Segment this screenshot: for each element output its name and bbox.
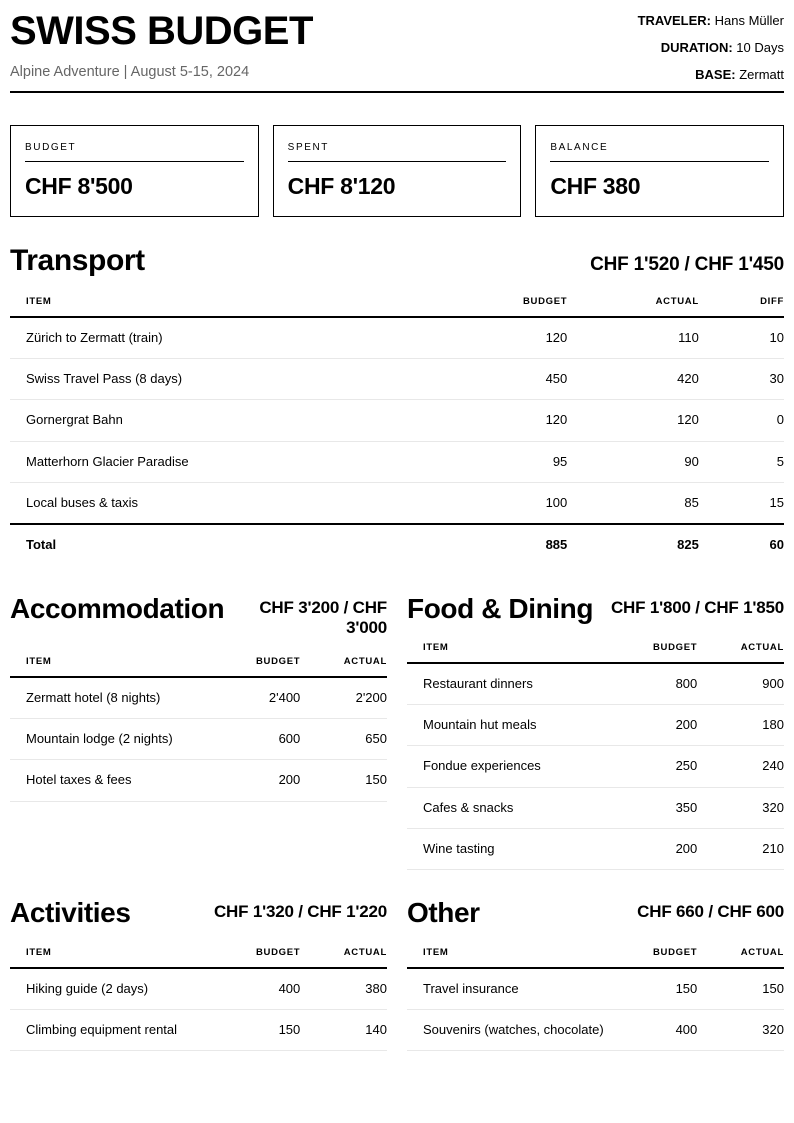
row-item: Souvenirs (watches, chocolate): [407, 1009, 611, 1050]
table-row: [407, 746, 784, 787]
section-other-head: [407, 898, 784, 928]
other-col-budget: BUDGET: [611, 947, 698, 968]
row-diff: 0: [699, 400, 784, 441]
transport-col-item: ITEM: [10, 296, 443, 317]
other-table: [407, 947, 784, 1052]
row-item: Matterhorn Glacier Paradise: [10, 441, 443, 482]
meta-row-duration: [638, 41, 784, 54]
row-item: Zürich to Zermatt (train): [10, 317, 443, 359]
row-actual: 380: [300, 968, 387, 1010]
activities-table-head: [10, 947, 387, 968]
section-food-total: CHF 1'800 / CHF 1'850: [610, 597, 784, 617]
section-food-title: Food & Dining: [407, 592, 594, 624]
section-transport: [10, 245, 784, 565]
report-header: [10, 0, 784, 93]
summary-card-balance-value: CHF 380: [550, 173, 641, 200]
row-item: Fondue experiences: [407, 746, 611, 787]
table-row: [10, 441, 784, 482]
food-table: [407, 642, 784, 870]
row-actual: 90: [567, 441, 699, 482]
row-item: Swiss Travel Pass (8 days): [10, 359, 443, 400]
total-diff: 60: [699, 524, 784, 565]
section-activities-head: [10, 898, 387, 928]
food-table-head: [407, 642, 784, 663]
row-budget: 350: [611, 787, 698, 828]
total-actual: 825: [567, 524, 699, 565]
transport-table-body: [10, 317, 784, 566]
row-actual: 120: [567, 400, 699, 441]
transport-col-diff: DIFF: [699, 296, 784, 317]
meta-label-base: BASE:: [695, 67, 736, 82]
meta-row-traveler: [638, 14, 784, 27]
summary-card-balance-label: BALANCE: [550, 142, 769, 162]
table-row: [407, 705, 784, 746]
table-row: [10, 760, 387, 801]
table-row: [10, 677, 387, 719]
row-budget: 2'400: [214, 677, 301, 719]
total-label: Total: [10, 524, 443, 565]
table-row: [10, 482, 784, 524]
row-budget: 95: [443, 441, 567, 482]
table-row: [10, 968, 387, 1010]
row-actual: 420: [567, 359, 699, 400]
row-budget: 450: [443, 359, 567, 400]
row-item: Mountain lodge (2 nights): [10, 718, 214, 759]
summary-card-spent-value: CHF 8'120: [287, 173, 396, 200]
row-item: Wine tasting: [407, 828, 611, 869]
summary-card-balance: [535, 125, 784, 217]
section-activities: [10, 898, 387, 1051]
other-table-body: [407, 968, 784, 1051]
row-item: Zermatt hotel (8 nights): [10, 677, 214, 719]
row-item: Climbing equipment rental: [10, 1009, 214, 1050]
row-item: Local buses & taxis: [10, 482, 443, 524]
row-budget: 800: [611, 663, 698, 705]
section-other: [407, 898, 784, 1051]
accommodation-table-body: [10, 677, 387, 801]
table-row: [10, 359, 784, 400]
grid-activities-other: [10, 898, 784, 1051]
row-actual: 320: [697, 1009, 784, 1050]
row-item: Cafes & snacks: [407, 787, 611, 828]
section-transport-head: [10, 245, 784, 277]
row-budget: 200: [611, 705, 698, 746]
row-diff: 15: [699, 482, 784, 524]
column-other: [407, 898, 784, 1051]
row-item: Gornergrat Bahn: [10, 400, 443, 441]
accommodation-header-row: [10, 656, 387, 677]
row-diff: 30: [699, 359, 784, 400]
total-budget: 885: [443, 524, 567, 565]
table-row: [407, 663, 784, 705]
food-header-row: [407, 642, 784, 663]
row-actual: 240: [697, 746, 784, 787]
accommodation-table: [10, 656, 387, 802]
page-title: SWISS BUDGET: [10, 9, 313, 53]
row-item: Restaurant dinners: [407, 663, 611, 705]
table-row: [407, 787, 784, 828]
summary-card-budget-label: BUDGET: [25, 142, 244, 162]
table-row: [407, 968, 784, 1010]
row-item: Hotel taxes & fees: [10, 760, 214, 801]
column-accommodation: [10, 594, 387, 871]
section-transport-total: CHF 1'520 / CHF 1'450: [590, 254, 784, 276]
grid-accommodation-food: [10, 594, 784, 871]
food-col-item: ITEM: [407, 642, 611, 663]
row-actual: 2'200: [300, 677, 387, 719]
food-col-budget: BUDGET: [611, 642, 698, 663]
row-actual: 150: [697, 968, 784, 1010]
other-col-item: ITEM: [407, 947, 611, 968]
row-budget: 120: [443, 317, 567, 359]
meta-label-duration: DURATION:: [660, 40, 733, 55]
activities-col-budget: BUDGET: [214, 947, 301, 968]
section-activities-title: Activities: [10, 897, 131, 929]
other-col-actual: ACTUAL: [697, 947, 784, 968]
accommodation-col-item: ITEM: [10, 656, 214, 677]
row-budget: 600: [214, 718, 301, 759]
transport-header-row: [10, 296, 784, 317]
accommodation-table-head: [10, 656, 387, 677]
meta-row-base: [638, 68, 784, 81]
transport-table: [10, 296, 784, 566]
meta-label-traveler: TRAVELER:: [637, 13, 712, 28]
table-row: [10, 317, 784, 359]
header-left: [10, 8, 313, 81]
row-actual: 210: [697, 828, 784, 869]
activities-col-actual: ACTUAL: [300, 947, 387, 968]
row-actual: 900: [697, 663, 784, 705]
summary-card-budget: [10, 125, 259, 217]
row-actual: 110: [567, 317, 699, 359]
page-subtitle: Alpine Adventure | August 5-15, 2024: [10, 64, 250, 80]
row-budget: 120: [443, 400, 567, 441]
accommodation-col-budget: BUDGET: [214, 656, 301, 677]
summary-card-budget-value: CHF 8'500: [25, 173, 133, 200]
table-row: [407, 1009, 784, 1050]
section-activities-total: CHF 1'320 / CHF 1'220: [213, 902, 387, 922]
table-row: [10, 718, 387, 759]
section-other-title: Other: [407, 897, 480, 929]
row-budget: 150: [214, 1009, 301, 1050]
meta-value-traveler: Hans Müller: [714, 13, 784, 28]
other-header-row: [407, 947, 784, 968]
food-col-actual: ACTUAL: [697, 642, 784, 663]
column-food: [407, 594, 784, 871]
row-item: Hiking guide (2 days): [10, 968, 214, 1010]
section-transport-title: Transport: [10, 244, 145, 278]
transport-total-row: [10, 524, 784, 565]
row-budget: 200: [214, 760, 301, 801]
accommodation-col-actual: ACTUAL: [300, 656, 387, 677]
row-actual: 140: [300, 1009, 387, 1050]
section-food-head: [407, 594, 784, 624]
activities-header-row: [10, 947, 387, 968]
row-diff: 5: [699, 441, 784, 482]
column-activities: [10, 898, 387, 1051]
row-budget: 400: [611, 1009, 698, 1050]
summary-cards: [10, 125, 784, 217]
row-item: Travel insurance: [407, 968, 611, 1010]
transport-table-head: [10, 296, 784, 317]
table-row: [10, 400, 784, 441]
row-actual: 85: [567, 482, 699, 524]
activities-table-body: [10, 968, 387, 1051]
section-accommodation-head: [10, 594, 387, 638]
row-item: Mountain hut meals: [407, 705, 611, 746]
row-budget: 400: [214, 968, 301, 1010]
summary-card-spent-label: SPENT: [288, 142, 507, 162]
row-actual: 180: [697, 705, 784, 746]
row-actual: 650: [300, 718, 387, 759]
row-budget: 200: [611, 828, 698, 869]
section-accommodation-total: CHF 3'200 / CHF 3'000: [259, 597, 387, 637]
row-diff: 10: [699, 317, 784, 359]
transport-col-budget: BUDGET: [443, 296, 567, 317]
meta-value-duration: 10 Days: [736, 40, 784, 55]
row-budget: 100: [443, 482, 567, 524]
section-accommodation: [10, 594, 387, 802]
summary-card-spent: [273, 125, 522, 217]
table-row: [10, 1009, 387, 1050]
section-accommodation-title: Accommodation: [10, 592, 225, 624]
meta-value-base: Zermatt: [739, 67, 784, 82]
activities-table: [10, 947, 387, 1052]
row-budget: 150: [611, 968, 698, 1010]
section-food: [407, 594, 784, 871]
header-meta: [638, 8, 784, 81]
row-actual: 320: [697, 787, 784, 828]
activities-col-item: ITEM: [10, 947, 214, 968]
food-table-body: [407, 663, 784, 870]
row-budget: 250: [611, 746, 698, 787]
section-other-total: CHF 660 / CHF 600: [637, 902, 784, 922]
other-table-head: [407, 947, 784, 968]
table-row: [407, 828, 784, 869]
row-actual: 150: [300, 760, 387, 801]
transport-col-actual: ACTUAL: [567, 296, 699, 317]
